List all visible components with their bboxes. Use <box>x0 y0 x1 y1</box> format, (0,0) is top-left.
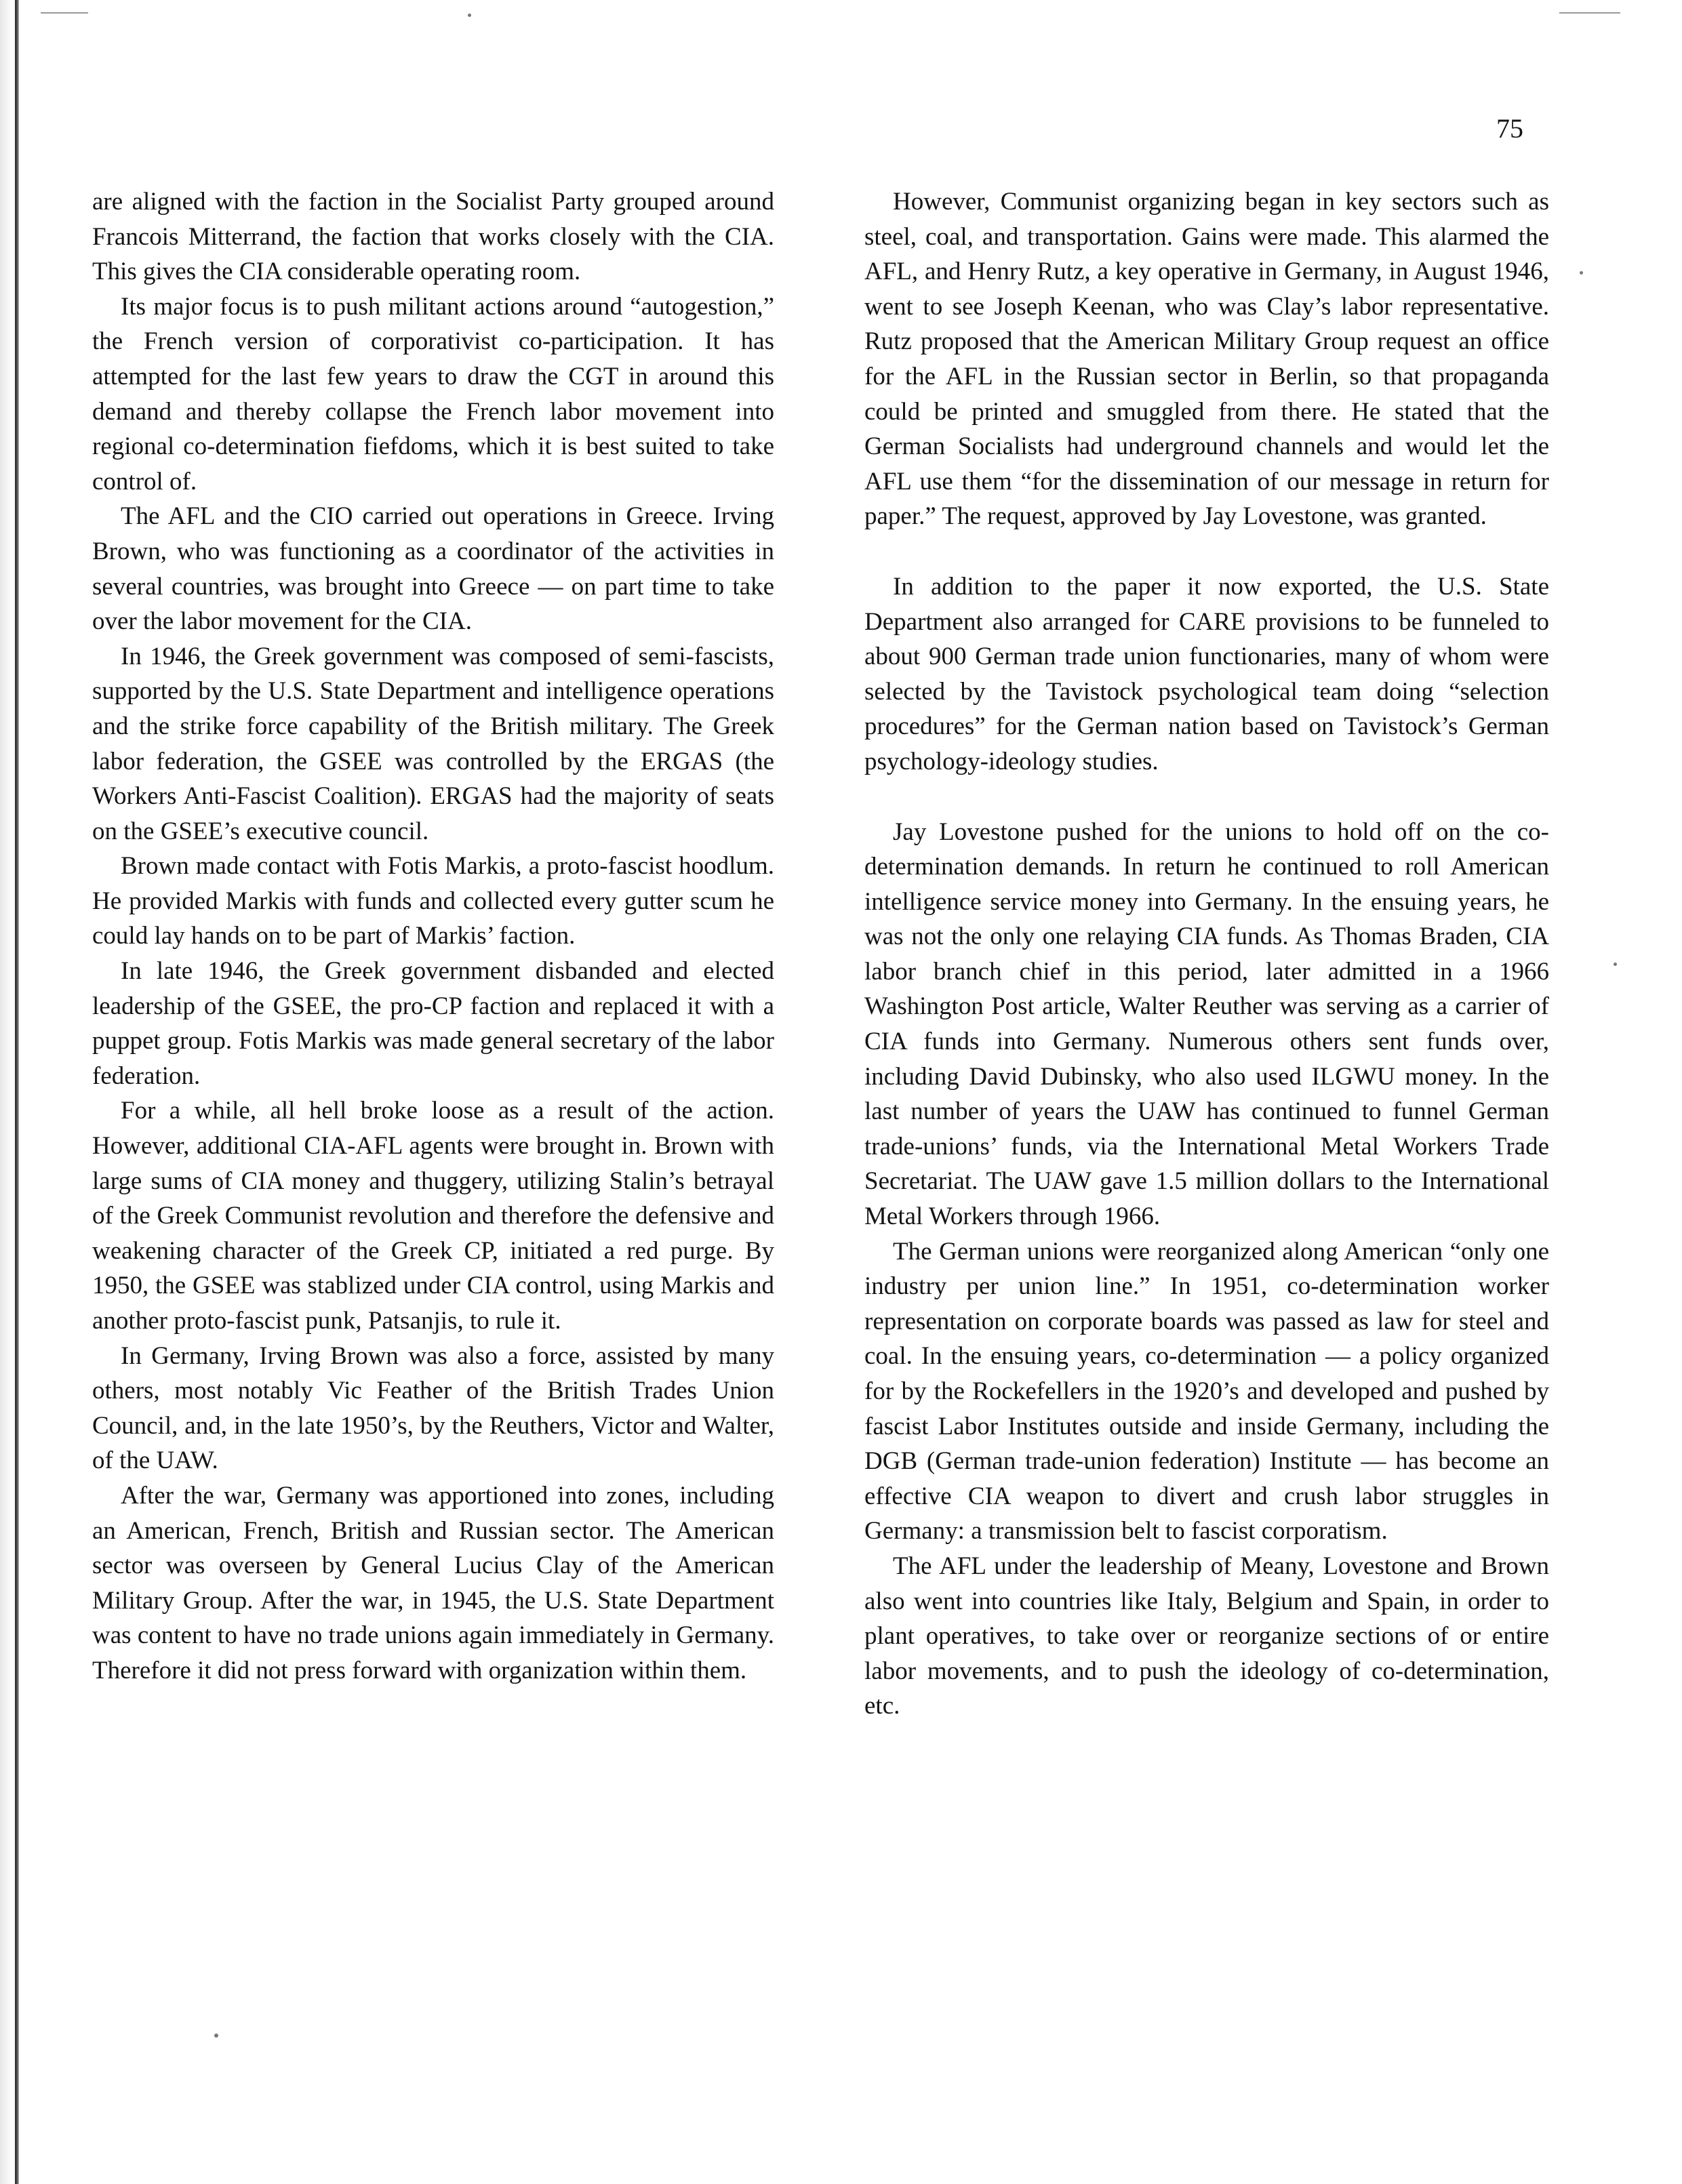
paragraph: However, Communist organizing began in key sectors such as steel, coal, and transportation. Gains were made. This alarmed the AFL, and Henry Rutz, a key operative in Germany, in August 1946, went to see Joseph Keenan, who was Clay’s labor representative. Rutz proposed that the American Military Group request an office for the AFL in the Russian sector in Berlin, so that propaganda could be printed and smuggled from there. He stated that the German Socialists had underground channels and would let the AFL use them “for the dissemination of our message in return for paper.” The request, approved by Jay Lovestone, was granted. <box>864 188 1549 531</box>
scan-mark <box>41 12 88 14</box>
paragraph: The AFL and the CIO carried out operations in Greece. Irving Brown, who was functioning as a coordinator of the activities in several countries, was brought into Greece — on part time to take over the labor movement for the CIA. <box>92 502 774 636</box>
scan-speck <box>1614 963 1617 966</box>
paragraph: Its major focus is to push militant actions around “autogestion,” the French version of corporativist co-participation. It has attempted for the last few years to draw the CGT in around this demand and thereby collapse the French labor movement into regional co-determination fiefdoms, which it is best suited to take control of. <box>92 292 774 496</box>
scan-speck <box>468 14 471 17</box>
paragraph: In Germany, Irving Brown was also a force, assisted by many others, most notably Vic Feather of the British Trades Union Council, and, in the late 1950’s, by the Reuthers, Victor and Walter, of the UAW. <box>92 1341 774 1475</box>
paragraph: In 1946, the Greek government was composed of semi-fascists, supported by the U.S. State Department and intelligence operations and the strike force capability of the British military. The Greek labor federation, the GSEE was controlled by the ERGAS (the Workers Anti-Fascist Coalition). ERGAS had the majority of seats on the GSEE’s executive council. <box>92 642 774 845</box>
scan-mark <box>1559 12 1620 14</box>
binding-shadow <box>0 0 12 2184</box>
paragraph: are aligned with the faction in the Socialist Party grouped around Francois Mitterrand, the faction that works closely with the CIA. This gives the CIA considerable operating room. <box>92 188 774 286</box>
paragraph: The AFL under the leadership of Meany, Lovestone and Brown also went into countries like Italy, Belgium and Spain, in order to plant operatives, to take over or reorganize sections of or entire labor movements, and to push the ideology of co-determination, etc. <box>864 1552 1549 1720</box>
page-number: 75 <box>1496 113 1523 144</box>
left-column <box>92 184 774 1688</box>
paragraph: After the war, Germany was apportioned into zones, including an American, French, British and Russian sector. The American sector was overseen by General Lucius Clay of the American Military Group. After the war, in 1945, the U.S. State Department was content to have no trade unions again immediately in Germany. Therefore it did not press forward with organization within them. <box>92 1481 774 1684</box>
paragraph: Brown made contact with Fotis Markis, a proto-fascist hoodlum. He provided Markis with funds and collected every gutter scum he could lay hands on to be part of Markis’ faction. <box>92 852 774 950</box>
paragraph: Jay Lovestone pushed for the unions to hold off on the co-determination demands. In return he continued to roll American intelligence service money into Germany. In the ensuing years, he was not the only one relaying CIA funds. As Thomas Braden, CIA labor branch chief in this period, later admitted in a 1966 Washington Post article, Walter Reuther was serving as a carrier of CIA funds into Germany. Numerous others sent funds over, including David Dubinsky, who also used ILGWU money. In the last number of years the UAW has continued to funnel German trade-unions’ funds, via the International Metal Workers Trade Secretariat. The UAW gave 1.5 million dollars to the International Metal Workers through 1966. <box>864 817 1549 1231</box>
scan-speck <box>1580 271 1583 275</box>
right-column <box>864 184 1549 1724</box>
paragraph: In addition to the paper it now exported, the U.S. State Department also arranged for CARE provisions to be funneled to about 900 German trade union functionaries, many of whom were selected by the Tavistock psychological team doing “selection procedures” for the German nation based on Tavistock’s German psychology-ideology studies. <box>864 572 1549 775</box>
binding-edge <box>15 0 19 2184</box>
paragraph: In late 1946, the Greek government disbanded and elected leadership of the GSEE, the pro-CP faction and replaced it with a puppet group. Fotis Markis was made general secretary of the labor federation. <box>92 957 774 1090</box>
scan-speck <box>214 2034 218 2038</box>
paragraph: The German unions were reorganized along American “only one industry per union line.” In 1951, co-determination worker representation on corporate boards was passed as law for steel and coal. In the ensuing years, co-determination — a policy organized for by the Rockefellers in the 1920’s and developed and pushed by fascist Labor Institutes outside and inside Germany, including the DGB (German trade-union federation) Institute — has become an effective CIA weapon to divert and crush labor struggles in Germany: a transmission belt to fascist corporatism. <box>864 1237 1549 1545</box>
paragraph: For a while, all hell broke loose as a result of the action. However, additional CIA-AFL agents were brought in. Brown with large sums of CIA money and thuggery, utilizing Stalin’s betrayal of the Greek Communist revolution and therefore the defensive and weakening character of the Greek CP, initiated a red purge. By 1950, the GSEE was stablized under CIA control, using Markis and another proto-fascist punk, Patsanjis, to rule it. <box>92 1097 774 1335</box>
